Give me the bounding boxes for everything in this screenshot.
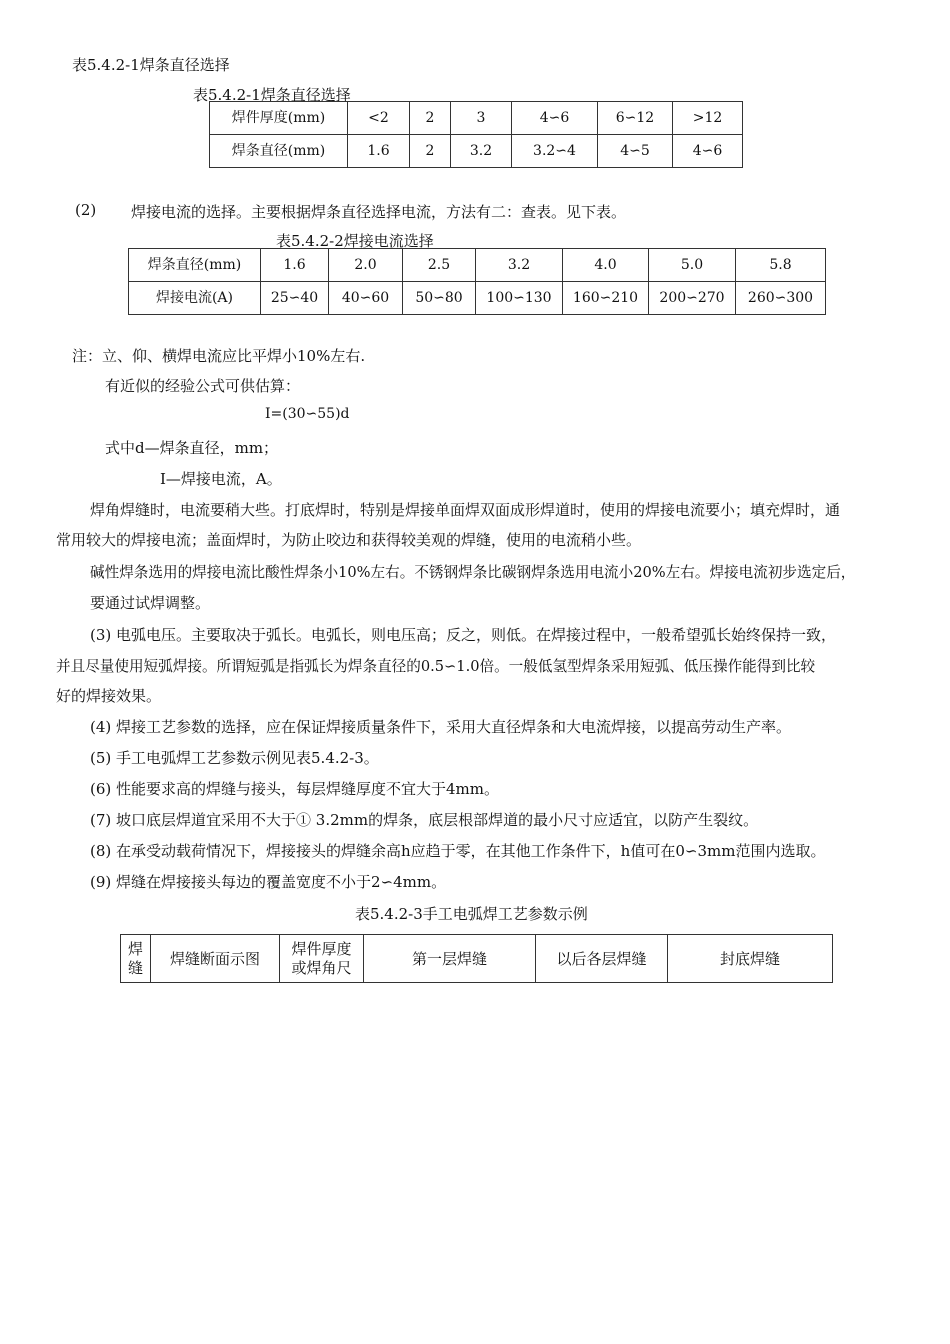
paragraph-line: 要通过试焊调整。 (90, 594, 211, 612)
table-cell: 4∽6 (512, 102, 598, 135)
table1-caption: 表5.4.2-1焊条直径选择 (193, 86, 351, 104)
table-cell: 3.2 (451, 135, 512, 168)
table-cell: 5.0 (649, 249, 736, 282)
paragraph-line: 常用较大的焊接电流；盖面焊时，为防止咬边和获得较美观的焊缝，使用的电流稍小些。 (56, 531, 642, 549)
formula: I=(30∽55)d (265, 406, 350, 422)
table-cell: 5.8 (736, 249, 826, 282)
column-header-first-layer: 第一层焊缝 (364, 935, 536, 983)
table-row (129, 249, 826, 282)
welding-current-table (128, 248, 826, 315)
table-cell: 3.2∽4 (512, 135, 598, 168)
formula-definition: 式中d—焊条直径，mm； (105, 439, 279, 457)
table-cell: >12 (673, 102, 743, 135)
paragraph-line: (3) 电弧电压。主要取决于弧长。电弧长，则电压高；反之，则低。在焊接过程中，一般希望弧长始终保持一致， (90, 626, 837, 644)
table-cell: 260∽300 (736, 282, 826, 315)
paragraph-line: 好的焊接效果。 (56, 687, 162, 705)
table-cell: 2 (410, 135, 451, 168)
item-number: (2) (75, 201, 97, 219)
table-cell: 40∽60 (329, 282, 403, 315)
table-cell: 100∽130 (476, 282, 563, 315)
table-row (210, 135, 743, 168)
table-cell: 焊接电流(A) (129, 282, 261, 315)
column-header-subsequent-layers: 以后各层焊缝 (536, 935, 668, 983)
table-cell: 50∽80 (403, 282, 476, 315)
formula-definition: I—焊接电流，A。 (160, 470, 282, 488)
paragraph-line: 焊角焊缝时，电流要稍大些。打底焊时，特别是焊接单面焊双面成形焊道时，使用的焊接电流要小；填充焊时，通 (90, 501, 841, 519)
process-parameters-table (120, 934, 833, 983)
table-cell: 4∽6 (673, 135, 743, 168)
table-cell: 2 (410, 102, 451, 135)
list-item: (4) 焊接工艺参数的选择，应在保证焊接质量条件下，采用大直径焊条和大电流焊接，以提高劳动生产率。 (90, 718, 792, 736)
table-cell: 焊条直径(mm) (129, 249, 261, 282)
table-cell: 焊条直径(mm) (210, 135, 348, 168)
table-cell: 焊件厚度(mm) (210, 102, 348, 135)
table-cell: 1.6 (261, 249, 329, 282)
list-item: (8) 在承受动载荷情况下，焊接接头的焊缝余高h应趋于零，在其他工作条件下，h值可在0∽3mm范围内选取。 (90, 842, 826, 860)
table-cell: 1.6 (348, 135, 410, 168)
column-header-thickness: 焊件厚度或焊角尺 (280, 935, 364, 983)
section-heading: 表5.4.2-1焊条直径选择 (72, 56, 230, 74)
column-header-weld: 焊缝 (121, 935, 151, 983)
table-cell: <2 (348, 102, 410, 135)
table-cell: 200∽270 (649, 282, 736, 315)
column-header-section-diagram: 焊缝断面示图 (151, 935, 280, 983)
column-header-backing-weld: 封底焊缝 (668, 935, 833, 983)
table-cell: 3.2 (476, 249, 563, 282)
table-header-row (121, 935, 833, 983)
paragraph-line: 并且尽量使用短弧焊接。所谓短弧是指弧长为焊条直径的0.5∽1.0倍。一般低氢型焊条采用短弧、低压操作能得到比较 (56, 658, 816, 675)
table-row (210, 102, 743, 135)
formula-intro: 有近似的经验公式可供估算： (105, 377, 301, 395)
table3-caption: 表5.4.2-3手工电弧焊工艺参数示例 (355, 905, 588, 923)
paragraph: 焊接电流的选择。主要根据焊条直径选择电流，方法有二：查表。见下表。 (131, 203, 627, 221)
list-item: (9) 焊缝在焊接接头每边的覆盖宽度不小于2∽4mm。 (90, 873, 447, 891)
table-cell: 3 (451, 102, 512, 135)
list-item: (5) 手工电弧焊工艺参数示例见表5.4.2-3。 (90, 749, 379, 767)
paragraph-line: 碱性焊条选用的焊接电流比酸性焊条小10%左右。不锈钢焊条比碳钢焊条选用电流小20%左右。焊接电流初步选定后， (90, 564, 856, 581)
table-cell: 25∽40 (261, 282, 329, 315)
table-cell: 2.5 (403, 249, 476, 282)
table-cell: 4∽5 (598, 135, 673, 168)
table-row (129, 282, 826, 315)
list-item: (7) 坡口底层焊道宜采用不大于① 3.2mm的焊条，底层根部焊道的最小尺寸应适宜，以防产生裂纹。 (90, 811, 759, 829)
table-cell: 2.0 (329, 249, 403, 282)
note: 注：立、仰、横焊电流应比平焊小10%左右. (72, 347, 366, 365)
table2-caption: 表5.4.2-2焊接电流选择 (276, 232, 434, 250)
list-item: (6) 性能要求高的焊缝与接头，每层焊缝厚度不宜大于4mm。 (90, 780, 500, 798)
table-cell: 6∽12 (598, 102, 673, 135)
table-cell: 4.0 (563, 249, 649, 282)
table-cell: 160∽210 (563, 282, 649, 315)
electrode-diameter-table (209, 101, 743, 168)
